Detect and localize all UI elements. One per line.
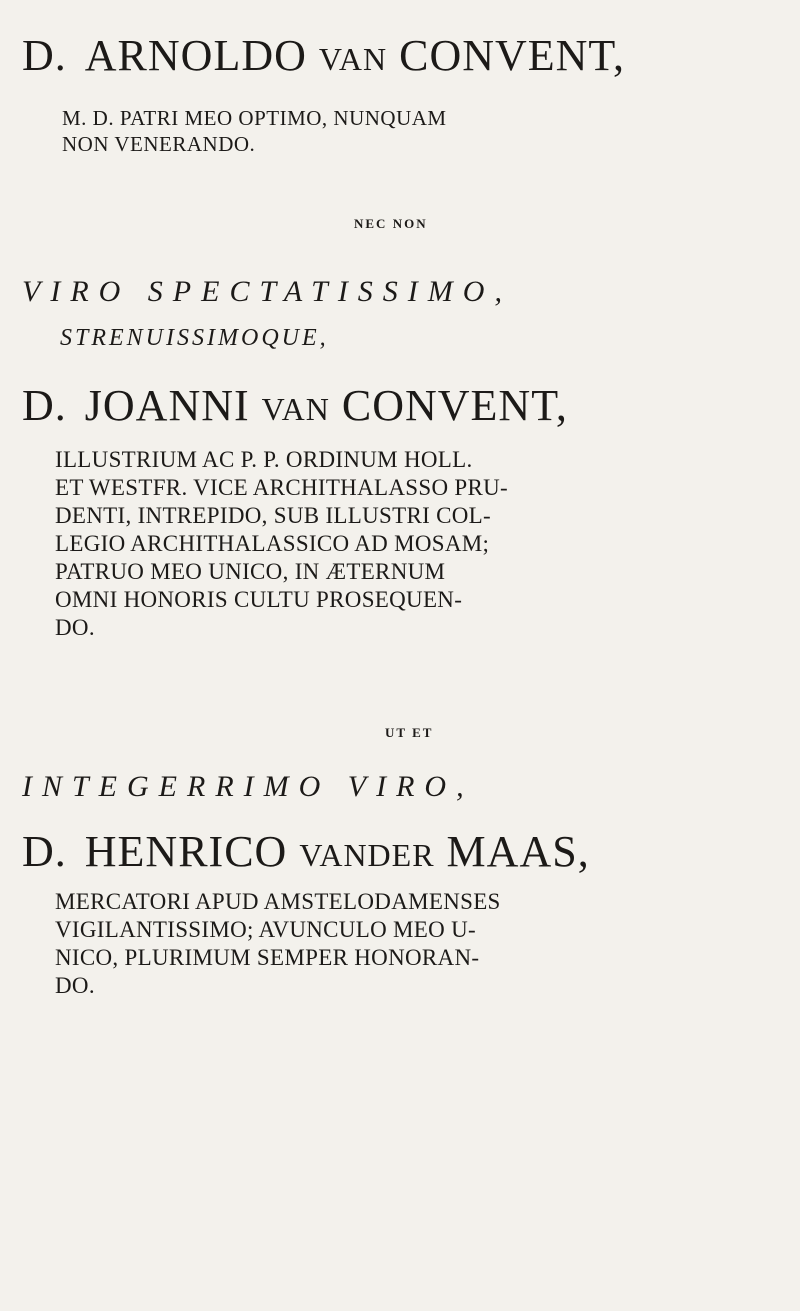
heading-henrico	[22, 826, 590, 877]
heading-name: ARNOLDO	[84, 31, 307, 80]
heading-name: JOANNI	[84, 381, 250, 430]
heading-particle: VAN	[318, 41, 388, 77]
epithet-strenuissimoque: STRENUISSIMOQUE,	[60, 325, 329, 351]
heading-surname: MAAS,	[446, 827, 590, 876]
heading-surname: CONVENT,	[341, 381, 568, 430]
heading-particle: VAN	[261, 391, 330, 427]
heading-particle: VANDER	[299, 837, 435, 873]
dedication2-body	[55, 446, 755, 642]
dedication2-line: ET WESTFR. VICE ARCHITHALASSO PRU-	[55, 475, 509, 500]
separator-ut-et: UT ET	[385, 725, 434, 740]
dedication2-line: OMNI HONORIS CULTU PROSEQUEN-	[55, 587, 463, 612]
dedication3-line: MERCATORI APUD AMSTELODAMENSES	[55, 889, 501, 914]
dedication2-line: DENTI, INTREPIDO, SUB ILLUSTRI COL-	[55, 503, 491, 528]
separator-nec-non: NEC NON	[354, 216, 428, 231]
dedication2-line: LEGIO ARCHITHALASSICO AD MOSAM;	[55, 531, 490, 556]
heading-prefix: D.	[22, 381, 67, 430]
epithet-integerrimo: INTEGERRIMO VIRO,	[22, 770, 474, 803]
dedication1-line1: M. D. PATRI MEO OPTIMO, NUNQUAM	[62, 106, 447, 130]
heading-name: HENRICO	[84, 827, 288, 876]
dedication2-line: PATRUO MEO UNICO, IN ÆTERNUM	[55, 559, 446, 584]
heading-arnoldo	[22, 30, 625, 81]
dedication2-line: DO.	[55, 615, 95, 640]
heading-surname: CONVENT,	[399, 31, 626, 80]
dedication2-line: ILLUSTRIUM AC P. P. ORDINUM HOLL.	[55, 447, 473, 472]
heading-prefix: D.	[22, 31, 67, 80]
epithet-viro-spectatissimo: VIRO SPECTATISSIMO,	[22, 275, 512, 308]
dedication3-line: VIGILANTISSIMO; AVUNCULO MEO U-	[55, 917, 476, 942]
heading-prefix: D.	[22, 827, 67, 876]
heading-joanni	[22, 380, 568, 431]
dedication3-body	[55, 888, 755, 1000]
dedication3-line: DO.	[55, 973, 95, 998]
dedication1-line2: NON VENERANDO.	[62, 132, 256, 156]
dedication3-line: NICO, PLURIMUM SEMPER HONORAN-	[55, 945, 480, 970]
